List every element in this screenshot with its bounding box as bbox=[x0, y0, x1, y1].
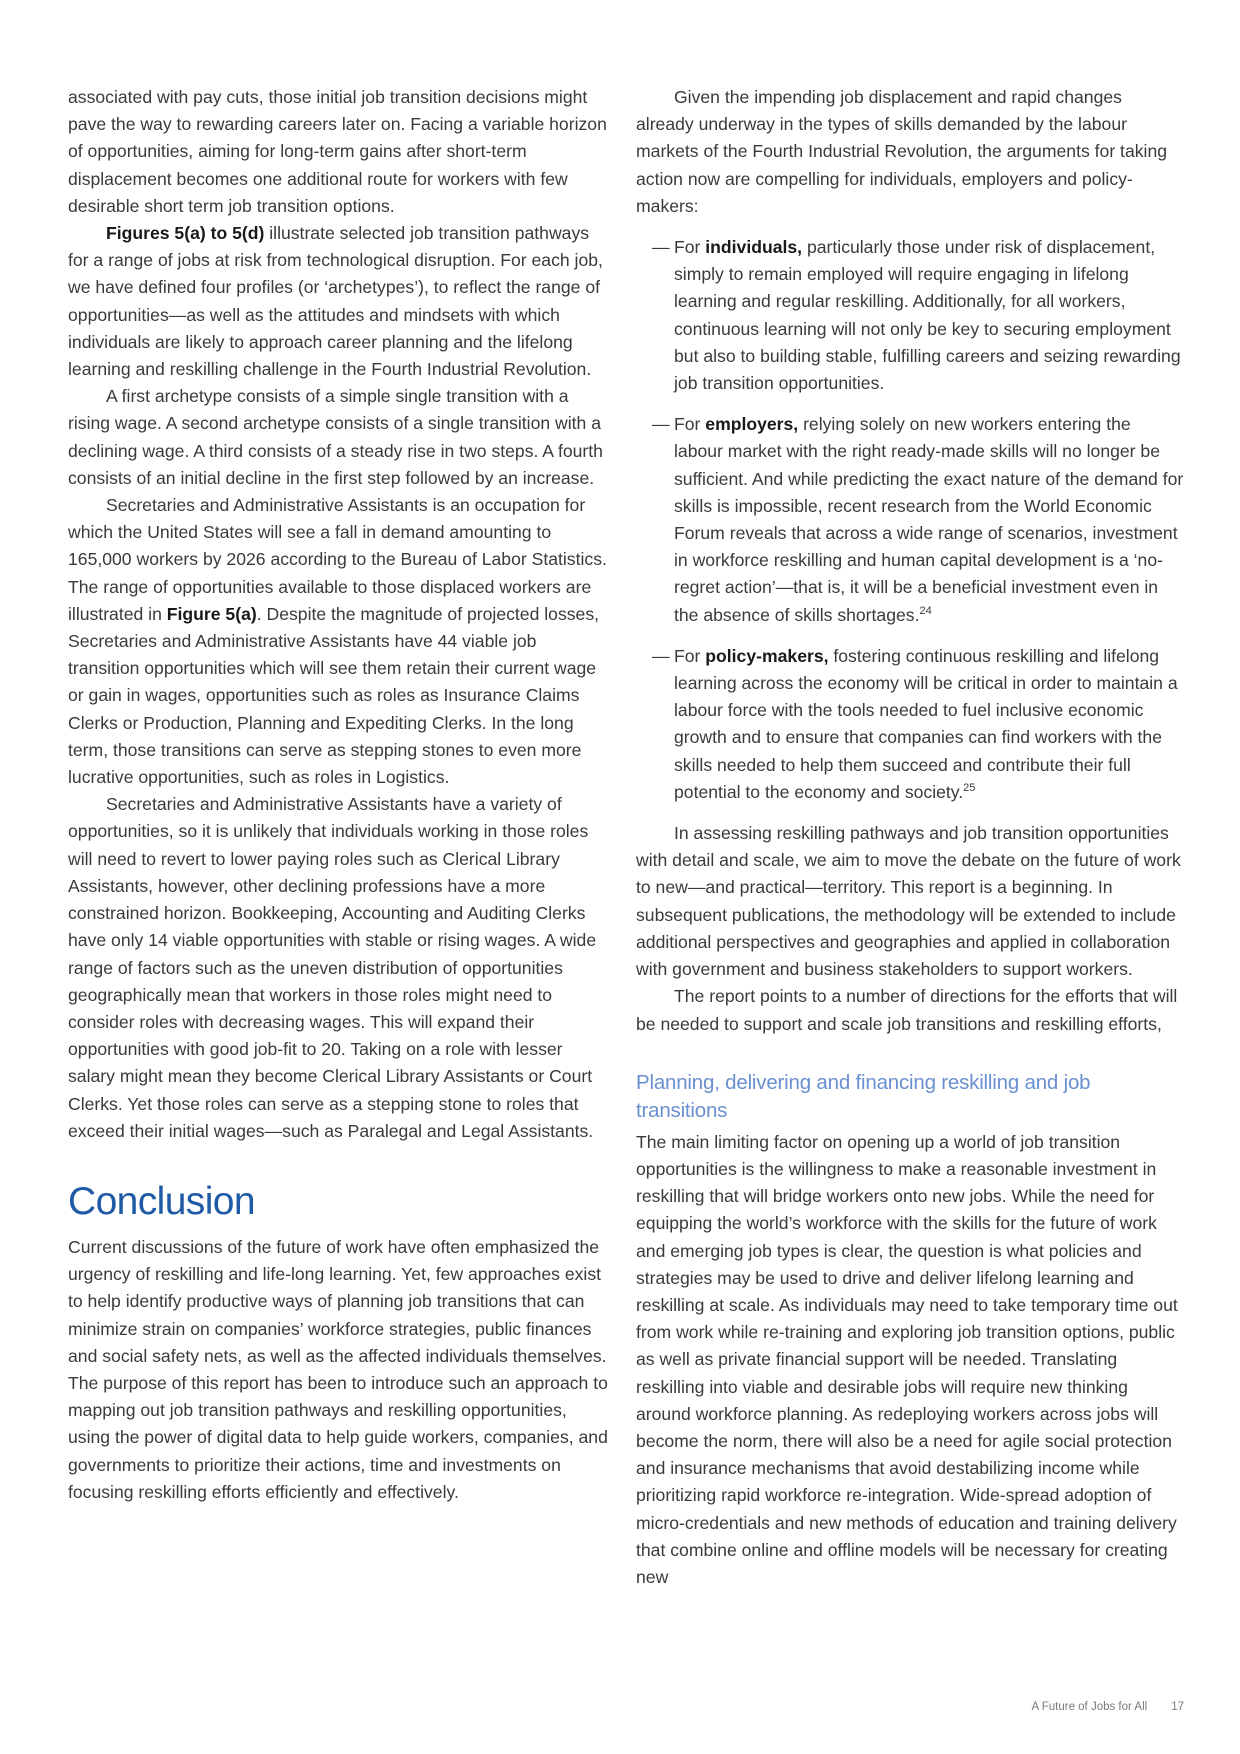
footnote-ref: 25 bbox=[963, 782, 976, 795]
list-item bbox=[636, 411, 1184, 629]
conclusion-heading: Conclusion bbox=[68, 1179, 255, 1223]
page-footer bbox=[1032, 1701, 1185, 1713]
paragraph-directions: The report points to a number of directions for the efforts that will be needed to support and scale job transitions and reskilling efforts, bbox=[636, 986, 1178, 1034]
list-item bbox=[636, 643, 1184, 806]
paragraph-opportunities: Secretaries and Administrative Assistants have a variety of opportunities, so it is unlikely that individuals working in those roles will need to revert to lower paying roles such as Clerical Library Assistants, however, other declining professions have a more constrained horizon. Bookkeeping, Accounting and Auditing Clerks have only 14 viable opportunities with stable or rising wages. A wide range of factors such as the uneven distribution of opportunities geographically mean that workers in those roles might need to consider roles with decreasing wages. This will expand their opportunities with good job-fit to 20. Taking on a role with lesser salary might mean they become Clerical Library Assistants or Court Clerks. Yet those roles can serve as a stepping stone to roles that exceed their initial wages—such as Paralegal and Legal Assistants. bbox=[68, 794, 597, 1141]
bullet-text: For bbox=[674, 645, 706, 666]
paragraph-text: Secretaries and Administrative Assistants is an occupation for which the United States will see a fall in demand amounting to 165,000 workers by 2026 according to the Bureau of Labor Statistics. The range of opportunities available to those displaced workers are illustrated in bbox=[68, 495, 607, 624]
paragraph-pay-cuts: associated with pay cuts, those initial job transition decisions might pave the way to rewarding careers later on. Facing a variable horizon of opportunities, aiming for long-term gains after short-term displacement becomes one additional route for workers with few desirable short term job transition options. bbox=[68, 87, 607, 216]
paragraph-text: illustrate selected job transition pathways for a range of jobs at risk from technological disruption. For each job, we have defined four profiles (or ‘archetypes’), to reflect the range of opportunities—as well as the attitudes and mindsets with which individuals are likely to approach career planning and the lifelong learning and reskilling challenge in the Fourth Industrial Revolution. bbox=[68, 223, 603, 380]
bullet-text: particularly those under risk of displacement, simply to remain employed will require engaging in lifelong learning and regular reskilling. Additionally, for all workers, continuous learning will not only be key to securing employment but also to building stable, fulfilling careers and seizing rewarding job transition opportunities. bbox=[674, 237, 1181, 394]
paragraph-conclusion: Current discussions of the future of work have often emphasized the urgency of reskilling and life-long learning. Yet, few approaches exist to help identify productive ways of planning job transitions that can minimize strain on companies’ workforce strategies, public finances and social safety nets, as well as the affected individuals themselves. The purpose of this report has been to introduce such an approach to mapping out job transition pathways and reskilling opportunities, using the power of digital data to help guide workers, companies, and governments to prioritize their actions, time and investments on focusing reskilling efforts efficiently and effectively. bbox=[68, 1236, 608, 1502]
footnote-ref: 24 bbox=[919, 604, 932, 617]
page-number: 17 bbox=[1171, 1701, 1184, 1713]
dash-marker: — bbox=[652, 414, 670, 435]
paragraph-limiting-factor: The main limiting factor on opening up a world of job transition opportunities is the willingness to make a reasonable investment in reskilling that will bridge workers onto new jobs. While the need for equipping the world’s workforce with the skills for the future of work and emerging job types is clear, the question is what policies and strategies may be used to drive and deliver lifelong learning and reskilling at scale. As individuals may need to take temporary time out from work while re-training and exploring job transition options, public as well as private financial support will be needed. Translating reskilling into viable and desirable jobs will require new thinking around workforce planning. As redeploying workers across jobs will become the norm, there will also be a need for agile social protection and insurance mechanisms that avoid destabilizing income while prioritizing rapid workforce re-integration. Wide-spread adoption of micro-credentials and new methods of education and training delivery that combine online and offline models will be necessary for creating new bbox=[636, 1131, 1178, 1587]
paragraph-arguments: Given the impending job displacement and rapid changes already underway in the types of skills demanded by the labour markets of the Fourth Industrial Revolution, the arguments for taking action now are compelling for individuals, employers and policy-makers: bbox=[636, 87, 1168, 216]
bullet-text: fostering continuous reskilling and lifelong learning across the economy will be critical in order to maintain a labour force with the tools needed to fuel inclusive economic growth and to ensure that companies can find workers with the skills needed to help them succeed and contribute their full potential to the economy and society. bbox=[674, 645, 1178, 802]
bullet-text: For bbox=[674, 414, 706, 435]
bullet-term: individuals, bbox=[705, 237, 803, 258]
paragraph-figures-5 bbox=[68, 220, 612, 383]
footer-title: A Future of Jobs for All bbox=[1031, 1701, 1148, 1713]
bullet-term: employers, bbox=[705, 414, 799, 435]
stakeholder-list bbox=[636, 234, 1184, 806]
figure-reference: Figure 5(a) bbox=[166, 603, 257, 624]
paragraph-text: . Despite the magnitude of projected losses, Secretaries and Administrative Assistants have 44 viable job transition opportunities which will see them retain their current wage or gain in wages, opportunities such as roles as Insurance Claims Clerks or Production, Planning and Expediting Clerks. In the long term, those transitions can serve as stepping stones to even more lucrative opportunities, such as roles in Logistics. bbox=[68, 603, 600, 788]
figure-reference: Figures 5(a) to 5(d) bbox=[106, 223, 265, 244]
paragraph-secretaries bbox=[68, 492, 612, 791]
dash-marker: — bbox=[652, 237, 670, 258]
left-column bbox=[68, 84, 612, 1506]
bullet-text: For bbox=[674, 237, 706, 258]
dash-marker: — bbox=[652, 645, 670, 666]
right-column bbox=[636, 84, 1184, 1591]
bullet-text: relying solely on new workers entering the labour market with the right ready-made skills will no longer be sufficient. And while predicting the exact nature of the demand for skills is impossible, recent research from the World Economic Forum reveals that across a wide range of scenarios, investment in workforce reskilling and human capital development is a ‘no-regret action’—that is, it will be a beneficial investment even in the absence of skills shortages. bbox=[674, 414, 1184, 625]
section-subheading: Planning, delivering and financing reskilling and job transitions bbox=[636, 1070, 1091, 1122]
paragraph-archetypes: A first archetype consists of a simple single transition with a rising wage. A second archetype consists of a single transition with a declining wage. A third consists of a steady rise in two steps. A fourth consists of an initial decline in the first step followed by an increase. bbox=[68, 386, 603, 488]
bullet-term: policy-makers, bbox=[705, 645, 829, 666]
list-item bbox=[636, 234, 1184, 397]
paragraph-assessing: In assessing reskilling pathways and job transition opportunities with detail and scale, we aim to move the debate on the future of work to new—and practical—territory. This report is a beginning. In subsequent publications, the methodology will be extended to include additional perspectives and geographies and applied in collaboration with government and business stakeholders to support workers. bbox=[636, 823, 1181, 980]
